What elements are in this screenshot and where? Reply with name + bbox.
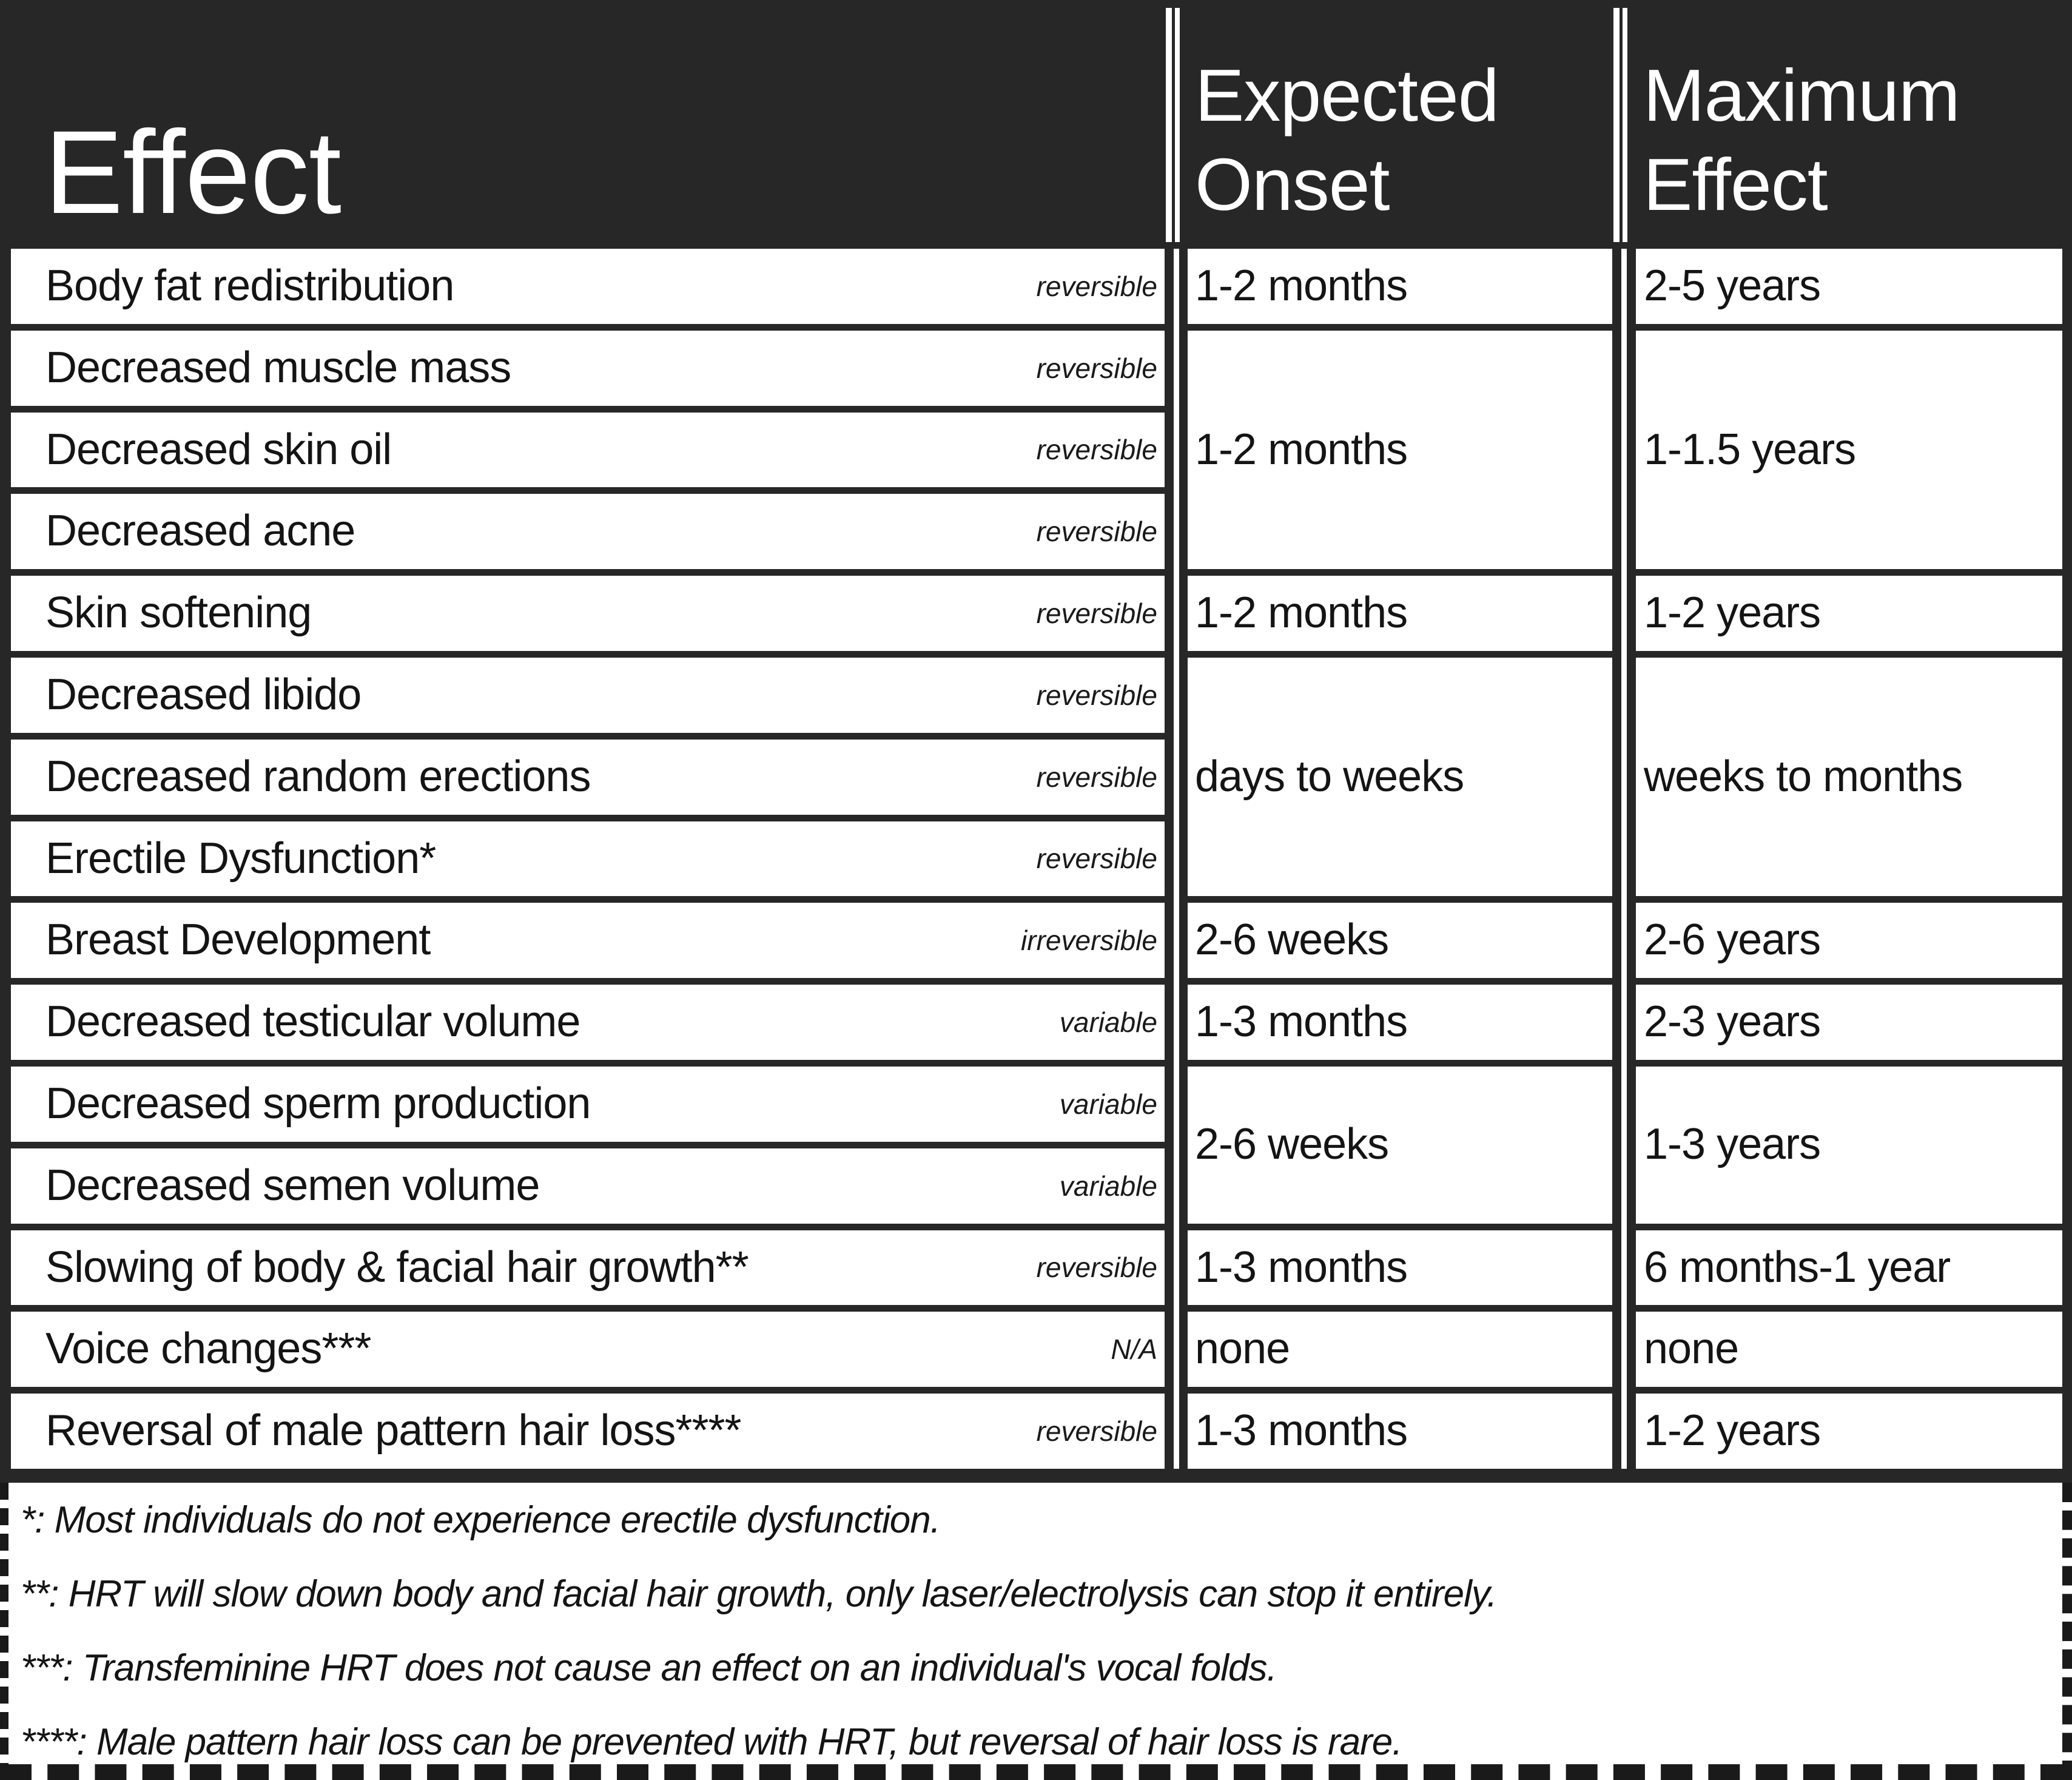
- reversibility-note: reversible: [1036, 1252, 1157, 1284]
- maximum-effect-cell: [1636, 903, 2062, 978]
- footnotes-box: [0, 1483, 2072, 1780]
- reversibility-note: reversible: [1036, 843, 1157, 875]
- effect-name: Decreased sperm production: [45, 1079, 591, 1128]
- expected-onset-cell-value: 2-6 weeks: [1195, 1120, 1389, 1169]
- expected-onset-cell-value: days to weeks: [1195, 752, 1464, 801]
- expected-onset-cell-value: 1-2 months: [1195, 425, 1408, 474]
- effect-name: Body fat redistribution: [45, 261, 454, 311]
- expected-onset-cell: [1188, 249, 1612, 324]
- reversibility-note: variable: [1059, 1170, 1157, 1202]
- expected-onset-cell: [1188, 576, 1612, 651]
- expected-onset-cell-value: none: [1195, 1324, 1290, 1374]
- expected-onset-cell-value: 1-3 months: [1195, 1242, 1408, 1292]
- effect-cell: [11, 821, 1165, 897]
- maximum-effect-cell-value: 1-2 years: [1644, 1406, 1821, 1455]
- maximum-effect-cell-value: 2-6 years: [1644, 915, 1821, 965]
- reversibility-note: irreversible: [1021, 925, 1157, 957]
- reversibility-note: reversible: [1036, 516, 1157, 548]
- expected-onset-cell: [1188, 1230, 1612, 1306]
- footnote-line: *: Most individuals do not experience erectile dysfunction.: [21, 1499, 940, 1541]
- expected-onset-cell: [1188, 1312, 1612, 1387]
- expected-onset-cell-value: 2-6 weeks: [1195, 915, 1389, 965]
- footnote-line: **: HRT will slow down body and facial hair growth, only laser/electrolysis can stop it entirely.: [21, 1573, 1497, 1615]
- effect-name: Skin softening: [45, 588, 312, 638]
- maximum-effect-cell: [1636, 331, 2062, 569]
- effect-cell: [11, 1394, 1165, 1469]
- effect-cell: [11, 903, 1165, 978]
- expected-onset-cell: [1188, 903, 1612, 978]
- effect-name: Slowing of body & facial hair growth**: [45, 1242, 748, 1292]
- reversibility-note: reversible: [1036, 270, 1157, 302]
- effect-name: Decreased acne: [45, 507, 355, 556]
- effect-cell: [11, 1067, 1165, 1142]
- column-divider-2: [1612, 0, 1636, 242]
- effect-cell: [11, 249, 1165, 324]
- effect-cell: [11, 740, 1165, 815]
- expected-onset-cell-value: 1-3 months: [1195, 997, 1408, 1047]
- reversibility-note: reversible: [1036, 597, 1157, 629]
- effect-cell: [11, 658, 1165, 733]
- column-header-effect: [11, 0, 1165, 242]
- expected-onset-cell: [1188, 985, 1612, 1060]
- maximum-effect-cell-value: 6 months-1 year: [1644, 1242, 1951, 1292]
- maximum-effect-header-label: Maximum Effect: [1643, 54, 1960, 226]
- effect-cell: [11, 1148, 1165, 1224]
- reversibility-note: reversible: [1036, 352, 1157, 384]
- footnote-line: ***: Transfeminine HRT does not cause an effect on an individual's vocal folds.: [21, 1647, 1277, 1689]
- expected-onset-cell-value: 1-3 months: [1195, 1406, 1408, 1455]
- body-column-divider-2: [1612, 249, 1636, 1469]
- effect-cell: [11, 985, 1165, 1060]
- expected-onset-header-label: Expected Onset: [1195, 54, 1499, 226]
- effect-cell: [11, 494, 1165, 569]
- maximum-effect-cell-value: 1-3 years: [1644, 1120, 1821, 1169]
- effect-cell: [11, 413, 1165, 488]
- expected-onset-cell-value: 1-2 months: [1195, 588, 1408, 638]
- column-header-maximum-effect: [1636, 0, 2062, 242]
- maximum-effect-cell-value: none: [1644, 1324, 1739, 1374]
- expected-onset-cell: [1188, 1394, 1612, 1469]
- expected-onset-cell: [1188, 658, 1612, 896]
- maximum-effect-cell: [1636, 1312, 2062, 1387]
- maximum-effect-cell: [1636, 1067, 2062, 1224]
- reversibility-note: variable: [1059, 1006, 1157, 1038]
- body-column-divider-1: [1165, 249, 1188, 1469]
- effect-name: Erectile Dysfunction*: [45, 834, 436, 883]
- reversibility-note: reversible: [1036, 679, 1157, 711]
- reversibility-note: reversible: [1036, 1415, 1157, 1447]
- effect-header-label: Effect: [44, 106, 341, 238]
- reversibility-note: variable: [1059, 1088, 1157, 1120]
- reversibility-note: N/A: [1111, 1333, 1157, 1366]
- maximum-effect-cell: [1636, 1394, 2062, 1469]
- effect-cell: [11, 1230, 1165, 1306]
- effect-name: Decreased random erections: [45, 752, 591, 801]
- reversibility-note: reversible: [1036, 761, 1157, 793]
- effect-cell: [11, 331, 1165, 406]
- maximum-effect-cell-value: 1-2 years: [1644, 588, 1821, 638]
- maximum-effect-cell-value: 2-5 years: [1644, 261, 1821, 311]
- effect-name: Decreased semen volume: [45, 1161, 540, 1210]
- maximum-effect-cell: [1636, 576, 2062, 651]
- effect-name: Reversal of male pattern hair loss****: [45, 1406, 741, 1455]
- effect-cell: [11, 1312, 1165, 1387]
- effect-name: Breast Development: [45, 915, 431, 965]
- maximum-effect-cell-value: 1-1.5 years: [1644, 425, 1856, 474]
- maximum-effect-cell: [1636, 985, 2062, 1060]
- maximum-effect-cell: [1636, 1230, 2062, 1306]
- footnote-line: ****: Male pattern hair loss can be prevented with HRT, but reversal of hair loss is rare.: [21, 1721, 1402, 1763]
- effect-name: Voice changes***: [45, 1324, 371, 1374]
- effect-name: Decreased libido: [45, 670, 362, 720]
- maximum-effect-cell: [1636, 658, 2062, 896]
- effect-name: Decreased testicular volume: [45, 997, 580, 1047]
- maximum-effect-cell: [1636, 249, 2062, 324]
- effect-name: Decreased muscle mass: [45, 343, 511, 392]
- effect-name: Decreased skin oil: [45, 425, 392, 474]
- reversibility-note: reversible: [1036, 434, 1157, 466]
- maximum-effect-cell-value: weeks to months: [1644, 752, 1963, 801]
- maximum-effect-cell-value: 2-3 years: [1644, 997, 1821, 1047]
- expected-onset-cell: [1188, 1067, 1612, 1224]
- column-header-expected-onset: [1188, 0, 1612, 242]
- expected-onset-cell-value: 1-2 months: [1195, 261, 1408, 311]
- column-divider-1: [1165, 0, 1188, 242]
- effect-cell: [11, 576, 1165, 651]
- expected-onset-cell: [1188, 331, 1612, 569]
